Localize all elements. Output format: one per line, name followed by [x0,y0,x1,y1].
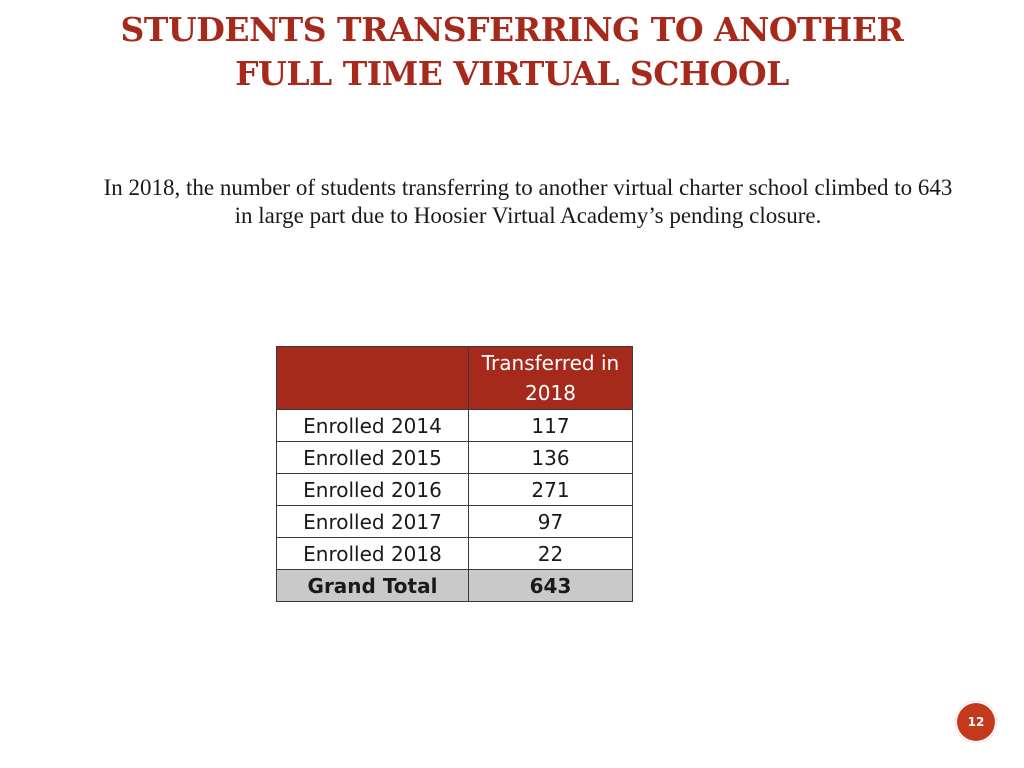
table-row-value: 97 [469,506,633,538]
transfer-table [276,346,633,602]
table-row [277,506,633,538]
grand-total-label: Grand Total [277,570,469,602]
table-header-cell-label [277,347,469,410]
table-header-row [277,347,633,410]
table-row [277,442,633,474]
page-number-badge: 12 [955,701,997,743]
table-row-value: 22 [469,538,633,570]
table-row-label: Enrolled 2017 [277,506,469,538]
slide-body-text: In 2018, the number of students transferring to another virtual charter school climbed to 643 in large part due to Hoosier Virtual Academy’s pending closure. [103,175,953,228]
table-total-row [277,570,633,602]
table-row [277,410,633,442]
table-row-label: Enrolled 2015 [277,442,469,474]
table-row-label: Enrolled 2014 [277,410,469,442]
grand-total-value: 643 [469,570,633,602]
table-header-cell-transferred: Transferred in 2018 [469,347,633,410]
table-row-label: Enrolled 2018 [277,538,469,570]
slide-title-line-2: FULL TIME VIRTUAL SCHOOL [235,54,789,93]
table-row [277,474,633,506]
table-row-value: 117 [469,410,633,442]
table-row-value: 136 [469,442,633,474]
slide-title [0,8,1024,96]
table-row-value: 271 [469,474,633,506]
table-row-label: Enrolled 2016 [277,474,469,506]
slide-title-line-1: STUDENTS TRANSFERRING TO ANOTHER [120,10,904,49]
table-row [277,538,633,570]
